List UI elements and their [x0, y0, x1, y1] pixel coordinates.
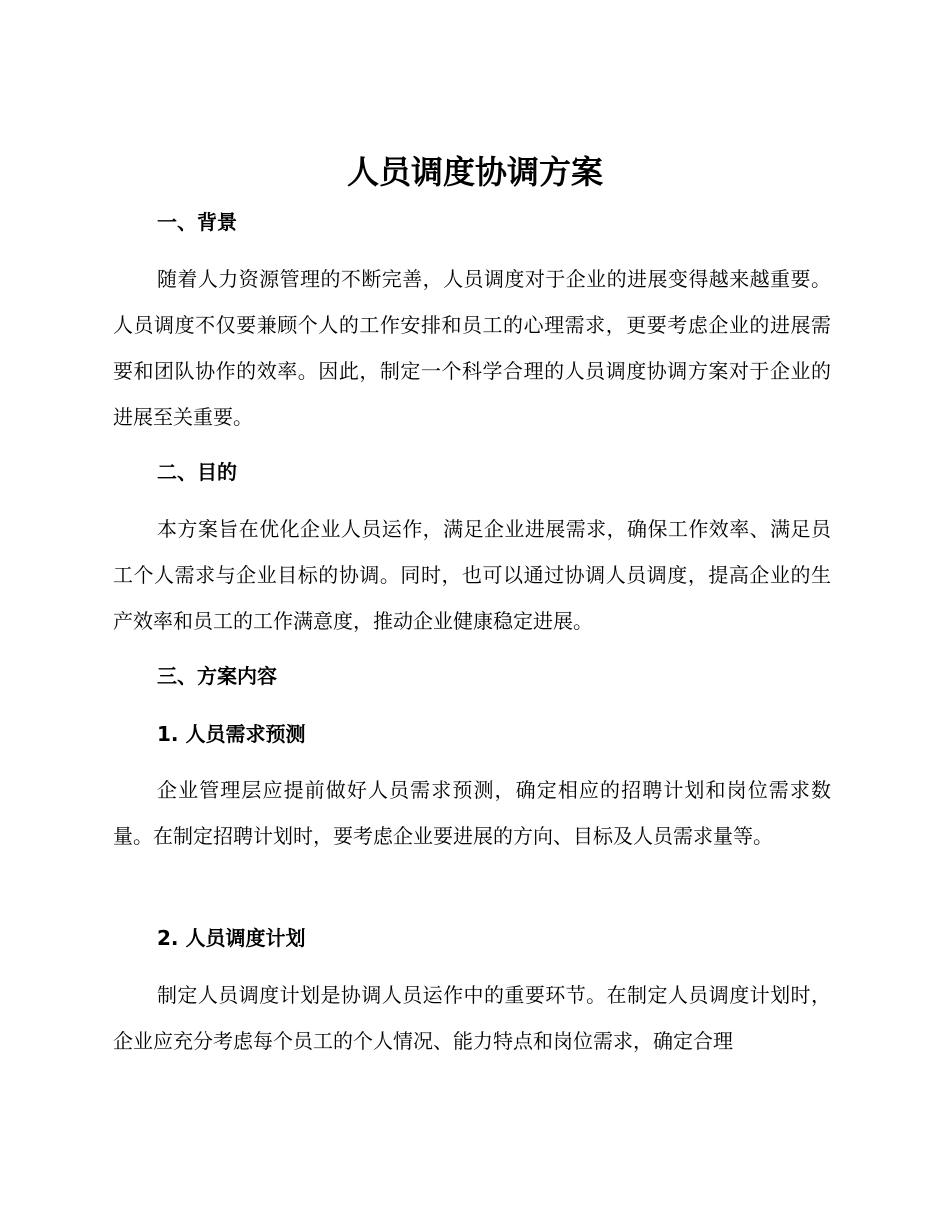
section-heading-background: 一、背景 — [157, 210, 237, 234]
paragraph-plan: 制定人员调度计划是协调人员运作中的重要环节。在制定人员调度计划时，企业应充分考虑每个员工的个人情况、能力特点和岗位需求，确定合理 — [113, 983, 831, 1053]
subsection-heading-forecast: 1. 人员需求预测 — [157, 722, 306, 746]
paragraph-purpose: 本方案旨在优化企业人员运作，满足企业进展需求，确保工作效率、满足员工个人需求与企业目标的协调。同时，也可以通过协调人员调度，提高企业的生产效率和员工的工作满意度，推动企业健康稳定进展。 — [113, 517, 831, 633]
section-heading-content: 三、方案内容 — [157, 664, 277, 688]
section-heading-purpose: 二、目的 — [157, 460, 237, 484]
paragraph-background: 随着人力资源管理的不断完善，人员调度对于企业的进展变得越来越重要。人员调度不仅要兼顾个人的工作安排和员工的心理需求，更要考虑企业的进展需要和团队协作的效率。因此，制定一个科学合理的人员调度协调方案对于企业的进展至关重要。 — [113, 267, 831, 429]
paragraph-forecast: 企业管理层应提前做好人员需求预测，确定相应的招聘计划和岗位需求数量。在制定招聘计划时，要考虑企业要进展的方向、目标及人员需求量等。 — [113, 778, 831, 848]
document-title: 人员调度协调方案 — [346, 153, 603, 191]
subsection-heading-plan: 2. 人员调度计划 — [157, 926, 306, 950]
